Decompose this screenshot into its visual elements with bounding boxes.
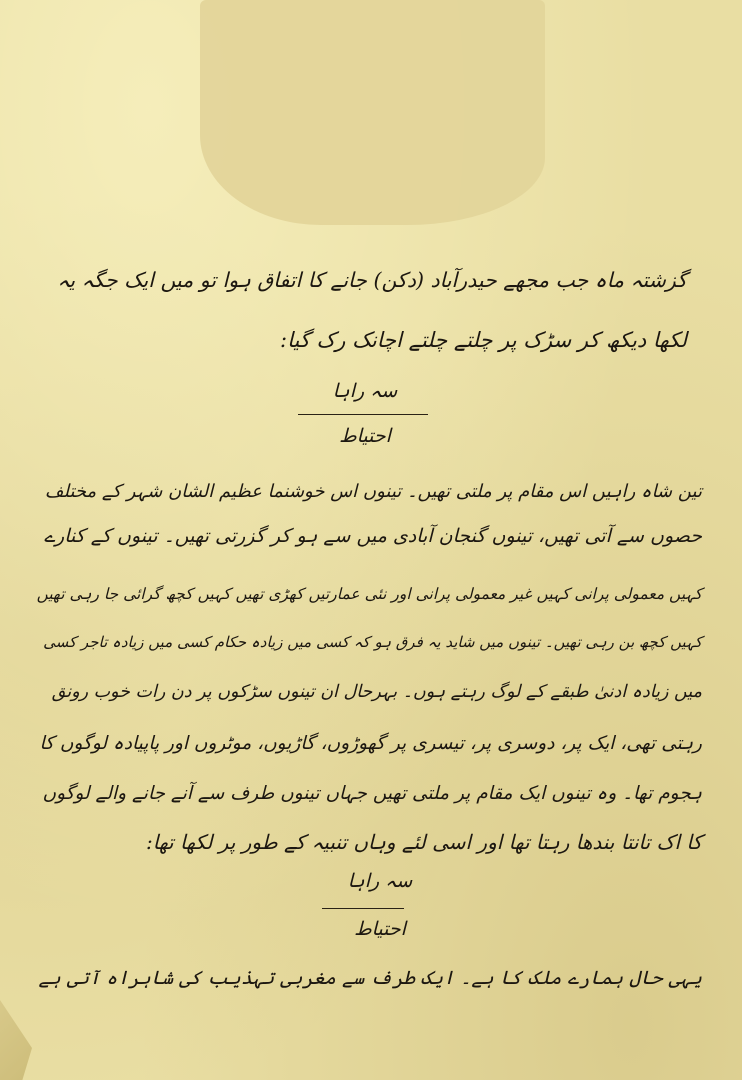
paragraph-line-6: رہتی تھی، ایک پر، دوسری پر، تیسری پر گھوڑوں، گاڑیوں، موٹروں اور پاپیادہ لوگوں کا [39,733,702,754]
sign-2-title: سہ راہا [347,870,413,892]
sign-2-divider [322,908,404,909]
intro-line-2: لکھا دیکھ کر سڑک پر چلتے چلتے اچانک رک گیا: [280,328,687,352]
torn-corner [0,1000,32,1080]
sign-1-divider [298,414,428,415]
sign-1-title: سہ راہا [332,380,398,402]
paragraph-line-7: ہجوم تھا۔ وہ تینوں ایک مقام پر ملتی تھیں جہاں تینوں طرف سے آنے جانے والے لوگوں [42,783,702,804]
paragraph-line-2: حصوں سے آتی تھیں، تینوں گنجان آبادی میں سے ہو کر گزرتی تھیں۔ تینوں کے کنارے [43,525,702,547]
closing-line: یہی حال ہمارے ملک کا ہے۔ ایک طرف سے مغربی تہذیب کی شاہراہ آتی ہے [38,967,702,989]
paragraph-line-1: تین شاہ راہیں اس مقام پر ملتی تھیں۔ تینوں اس خوشنما عظیم الشان شہر کے مختلف [44,481,702,502]
paragraph-line-5: میں زیادہ ادنیٰ طبقے کے لوگ رہتے ہوں۔ بہرحال ان تینوں سڑکوں پر دن رات خوب رونق [51,682,702,702]
sign-2-subtitle: احتیاط [354,918,406,940]
paragraph-line-4: کہیں کچھ بن رہی تھیں۔ تینوں میں شاید یہ فرق ہو کہ کسی میں زیادہ حکام کسی میں زیادہ تاجر کسی [43,633,702,651]
intro-line-1: گزشتہ ماہ جب مجھے حیدرآباد (دکن) جانے کا اتفاق ہوا تو میں ایک جگہ یہ [57,268,687,292]
paper-stain [200,0,545,225]
paragraph-line-3: کہیں معمولی پرانی کہیں غیر معمولی پرانی اور نئی عمارتیں کھڑی تھیں کہیں کچھ گرائی جا رہی تھیں [36,585,702,603]
paragraph-line-8: کا اک تانتا بندھا رہتا تھا اور اسی لئے وہاں تنبیہ کے طور پر لکھا تھا: [146,830,702,854]
sign-1-subtitle: احتیاط [339,425,391,447]
